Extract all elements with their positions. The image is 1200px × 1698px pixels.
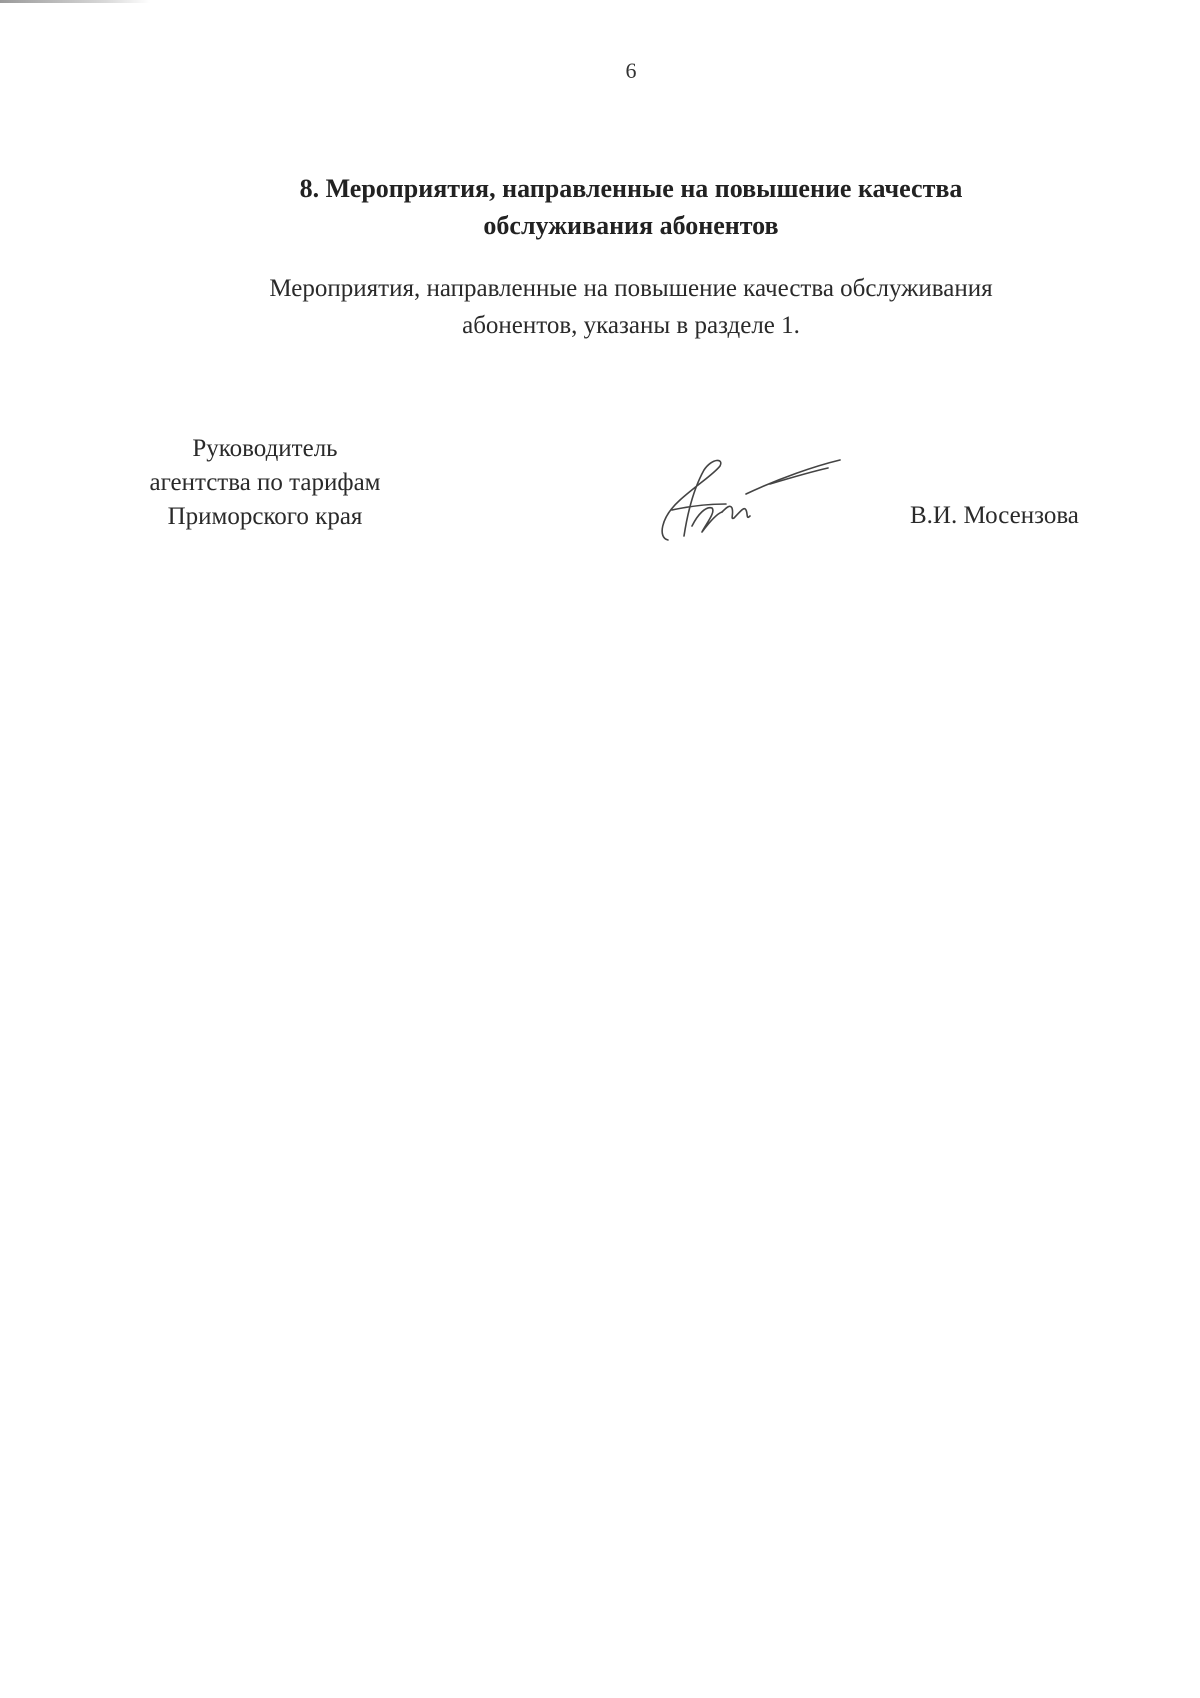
section-heading (200, 170, 1062, 244)
signer-position (120, 432, 410, 534)
section-body (180, 270, 1082, 344)
page-number: 6 (625, 58, 637, 83)
signer-position-line-2: агентства по тарифам (149, 469, 381, 496)
signer-position-line-1: Руководитель (192, 435, 338, 462)
handwritten-signature-icon (650, 448, 850, 548)
scan-artifact (0, 0, 150, 3)
section-heading-line-2: обслуживания абонентов (483, 211, 779, 240)
section-body-line-2: абонентов, указаны в разделе 1. (462, 312, 800, 339)
section-heading-line-1: 8. Мероприятия, направленные на повышение качества (299, 174, 963, 203)
section-body-line-1: Мероприятия, направленные на повышение качества обслуживания (269, 275, 993, 302)
signer-position-line-3: Приморского края (167, 503, 363, 530)
signer-name: В.И. Мосензова (910, 502, 1079, 529)
